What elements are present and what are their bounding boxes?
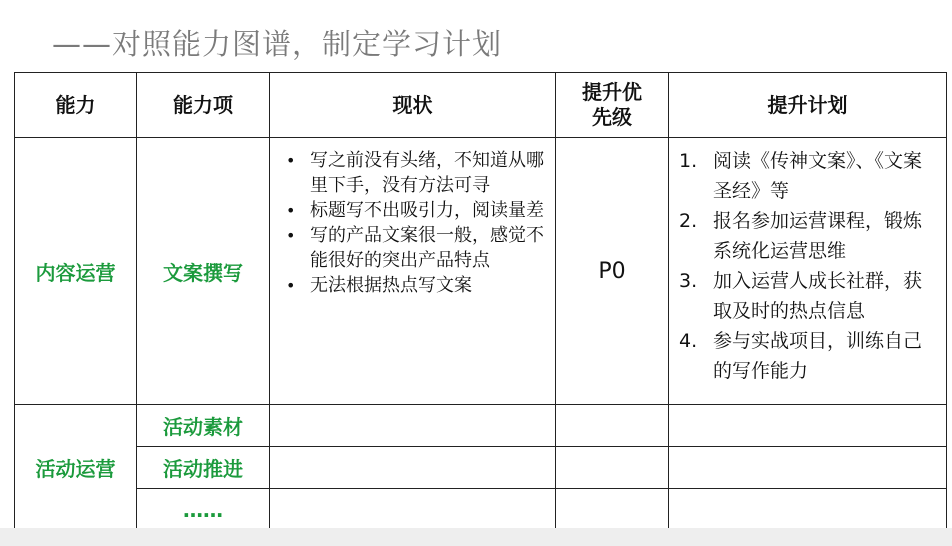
plan-item: 1. 阅读《传神文案》、《文案圣经》等 [679, 150, 923, 202]
empty-cell [556, 405, 669, 447]
priority-cell: P0 [556, 138, 669, 405]
empty-cell [556, 489, 669, 531]
page-title: ——对照能力图谱，制定学习计划 [52, 27, 503, 61]
ability-item-ellipsis: …… [137, 489, 270, 531]
header-plan: 提升计划 [669, 73, 947, 138]
ability-item-copywriting: 文案撰写 [137, 138, 270, 405]
plan-item: 2. 报名参加运营课程，锻炼系统化运营思维 [679, 210, 923, 262]
ability-item-event-promotion: 活动推进 [137, 447, 270, 489]
table-row [15, 489, 947, 531]
status-item: • 写的产品文案很一般，感觉不能很好的突出产品特点 [282, 223, 547, 273]
empty-cell [556, 447, 669, 489]
empty-cell [669, 489, 947, 531]
table-header-row [15, 73, 947, 138]
plan-item: 4. 参与实战项目，训练自己的写作能力 [679, 330, 923, 382]
status-cell [270, 138, 556, 405]
header-ability-item: 能力项 [137, 73, 270, 138]
empty-cell [270, 405, 556, 447]
header-status: 现状 [270, 73, 556, 138]
learning-plan-table [14, 72, 947, 531]
table-row [15, 138, 947, 405]
plan-cell [669, 138, 947, 405]
status-item: • 无法根据热点写文案 [282, 273, 547, 298]
ability-item-event-materials: 活动素材 [137, 405, 270, 447]
empty-cell [270, 447, 556, 489]
empty-cell [270, 489, 556, 531]
table-row [15, 447, 947, 489]
table-row [15, 405, 947, 447]
header-ability: 能力 [15, 73, 137, 138]
status-item: • 标题写不出吸引力，阅读量差 [282, 198, 547, 223]
header-priority: 提升优先级 [556, 73, 669, 138]
status-item: • 写之前没有头绪，不知道从哪里下手，没有方法可寻 [282, 148, 547, 198]
bottom-band [0, 528, 952, 546]
ability-event-ops: 活动运营 [15, 405, 137, 531]
empty-cell [669, 447, 947, 489]
empty-cell [669, 405, 947, 447]
plan-item: 3. 加入运营人成长社群，获取及时的热点信息 [679, 270, 923, 322]
ability-content-ops: 内容运营 [15, 138, 137, 405]
